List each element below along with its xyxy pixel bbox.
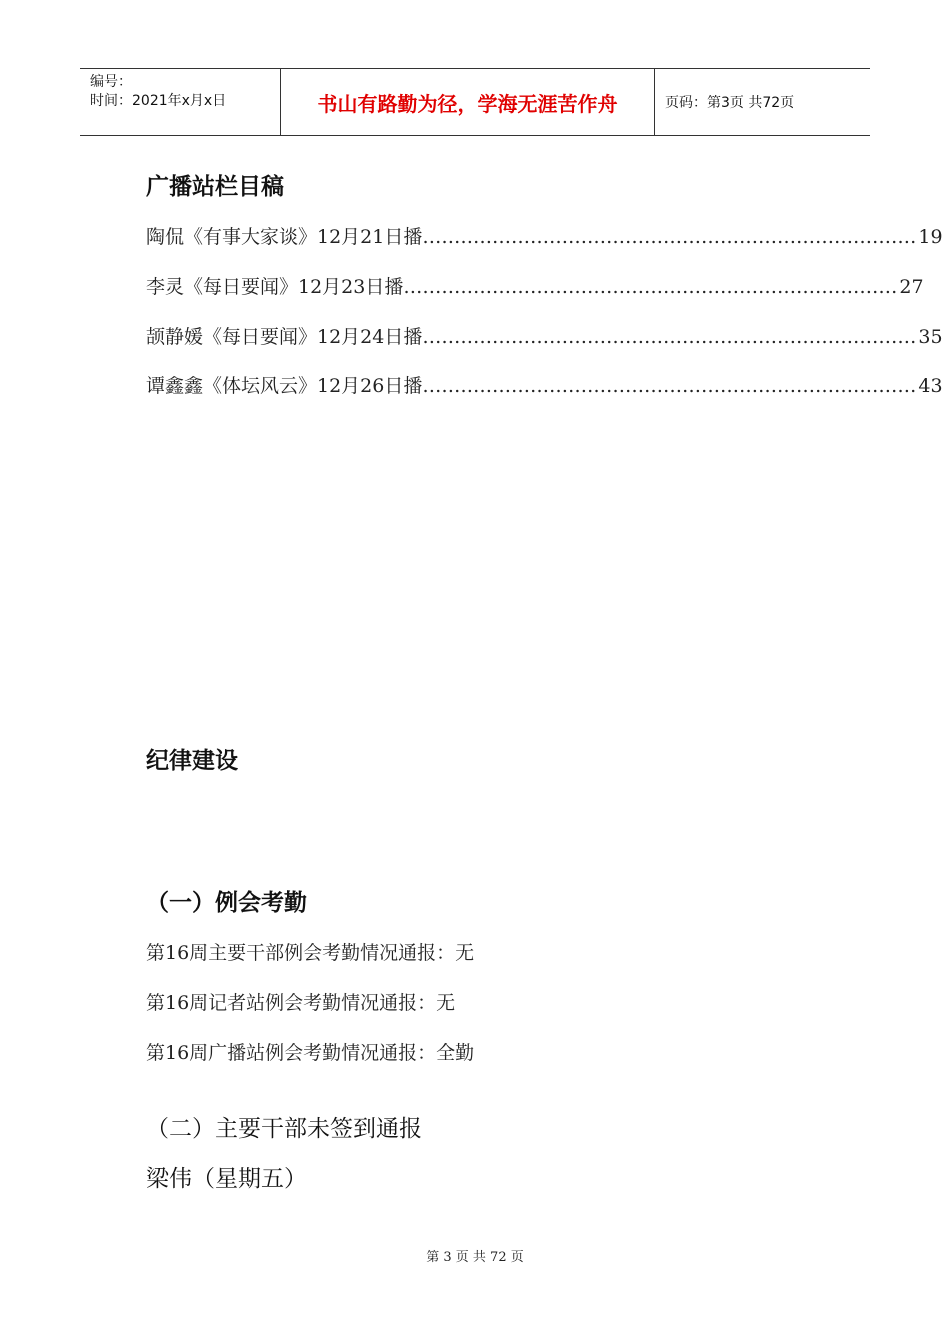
discipline-section-title: 纪律建设 (146, 748, 238, 774)
toc-entry (146, 371, 943, 398)
toc-entry-leader: …………………………………………………………………… (422, 375, 917, 397)
time-label: 时间：2021年x月x日 (90, 93, 227, 109)
toc-entry-label: 李灵《每日要闻》12月23日播 (146, 276, 404, 298)
toc-entry (146, 222, 943, 249)
header-page-info: 页码：第3页 共72页 (665, 95, 795, 111)
toc-entry-leader: …………………………………………………………………… (403, 276, 898, 298)
toc-entry-leader: …………………………………………………………………… (422, 326, 917, 348)
attendance-line: 第16周主要干部例会考勤情况通报：无 (146, 942, 475, 964)
header-meta (80, 69, 281, 135)
toc-entry-page: 19 (918, 226, 943, 248)
toc-entry-page: 43 (918, 375, 943, 397)
toc-entry-label: 陶侃《有事大家谈》12月21日播 (146, 226, 423, 248)
unsigned-person: 梁伟（星期五） (146, 1166, 307, 1192)
toc-entry-page: 27 (899, 276, 924, 298)
broadcast-section-title: 广播站栏目稿 (146, 174, 284, 200)
toc-entry-label: 谭鑫鑫《体坛风云》12月26日播 (146, 375, 423, 397)
toc-entry-page: 35 (918, 326, 943, 348)
code-label: 编号： (90, 74, 132, 90)
toc-entry (146, 272, 924, 299)
page-footer: 第 3 页 共 72 页 (426, 1250, 524, 1265)
attendance-line: 第16周广播站例会考勤情况通报：全勤 (146, 1042, 475, 1064)
page-header (80, 68, 870, 136)
toc-entry-leader: …………………………………………………………………… (422, 226, 917, 248)
header-motto: 书山有路勤为径，学海无涯苦作舟 (281, 69, 655, 135)
toc-entry-label: 颉静媛《每日要闻》12月24日播 (146, 326, 423, 348)
attendance-subtitle: （一）例会考勤 (146, 890, 307, 916)
toc-entry (146, 322, 943, 349)
attendance-line: 第16周记者站例会考勤情况通报：无 (146, 992, 456, 1014)
unsigned-subtitle: （二）主要干部未签到通报 (146, 1116, 422, 1142)
